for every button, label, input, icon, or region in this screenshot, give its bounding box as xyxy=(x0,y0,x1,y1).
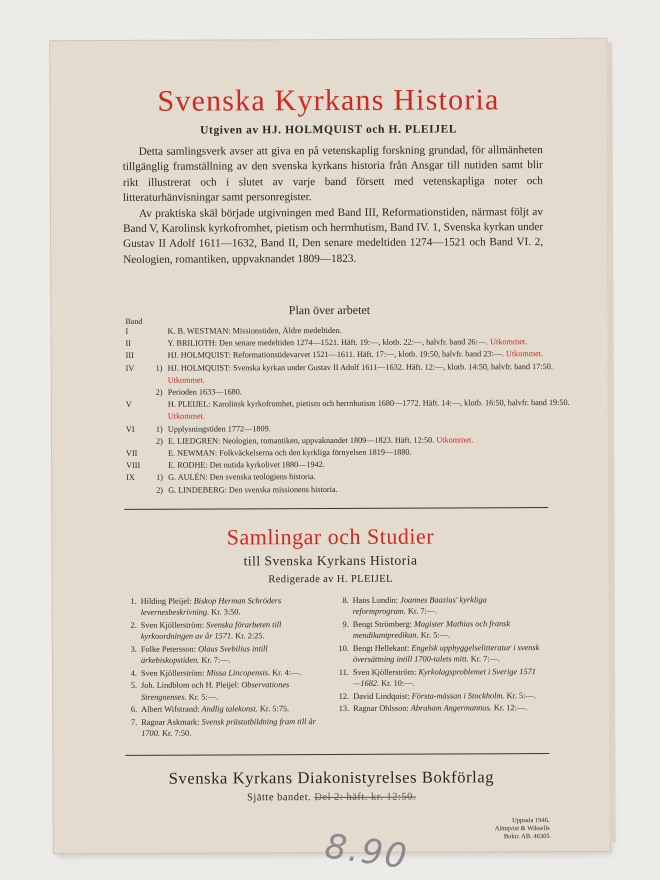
series-item xyxy=(123,643,328,666)
series-price: Kr. 10:—. xyxy=(381,678,415,688)
volume-number: VII xyxy=(126,448,138,458)
series-author: Hilding Pleijel: xyxy=(140,596,192,606)
series-price: Kr. 5:—. xyxy=(506,690,536,700)
volume-number: V xyxy=(125,400,132,410)
volume-part xyxy=(156,460,168,472)
series-author: Hans Lundin: xyxy=(352,595,399,605)
series-item-number: 9. xyxy=(342,619,349,629)
series-item-text xyxy=(353,642,540,665)
volume-text: E. LIEDGREN: Neologien, romantiken, uppvaknandet 1809—1823. Häft. 12:50. xyxy=(167,435,435,446)
series-item-number: 1. xyxy=(130,596,137,606)
series-item-text xyxy=(141,667,328,679)
volume-status: Utkommet. xyxy=(167,411,205,422)
series-item xyxy=(123,667,328,679)
series-item xyxy=(123,716,328,739)
series-item-number: 10. xyxy=(338,643,349,653)
series-item xyxy=(335,702,540,714)
intro-text xyxy=(123,143,544,268)
series-author: Albert Wifstrand: xyxy=(141,704,200,715)
divider xyxy=(125,753,549,756)
volume-part: 2) xyxy=(155,387,163,397)
volume-part: 2) xyxy=(155,436,163,446)
series-price: Kr. 5:75. xyxy=(259,704,290,714)
volume-number: IV xyxy=(125,363,135,373)
cover-edge xyxy=(606,43,615,843)
series-price: Kr. 2:25. xyxy=(235,631,265,641)
printer-imprint xyxy=(495,817,550,841)
intro-paragraph: Detta samlingsverk avser att giva en på vetenskaplig forskning grundad, för allmänheten tillgänglig framställning av den svenska kyrkans historia från Ansgar till nutiden samt blir rikt illustrerat och i slutet av varje band försett med vetenskapliga noter och litteraturhänvisningar samt personregister. xyxy=(122,144,543,205)
volume-number: I xyxy=(125,326,129,336)
series-work-title: Andlig talekonst. xyxy=(201,704,258,714)
series-author: Sven Kjöllerström: xyxy=(352,667,417,677)
book-back-cover xyxy=(50,39,610,878)
series-item xyxy=(335,618,540,641)
series-work-title: Svenska förarbeten till kyrkoordningen av år 1571. xyxy=(140,620,282,641)
volume-text: G. AULÉN: Den svenska teologiens historia. xyxy=(168,472,316,483)
series-item-number: 8. xyxy=(342,595,349,605)
series-item xyxy=(123,619,328,642)
volume-status: Utkommet. xyxy=(436,435,474,445)
volume-entry xyxy=(168,397,586,423)
series-author: Ragnar Ohlsson: xyxy=(353,703,409,714)
book-subtitle: Utgiven av HJ. HOLMQUIST och H. PLEIJEL xyxy=(200,123,458,137)
series-item-text xyxy=(141,643,328,666)
series-work-title: Abraham Angermannus. xyxy=(410,703,492,713)
imprint-line: Almqvist & Wiksells xyxy=(494,825,550,833)
series-price: Kr. 3:50. xyxy=(211,607,241,617)
volume-text: Y. BRILIOTH: Den senare medeltiden 1274—1521. Häft. 19:—, klotb. 22:—, halvfr. band 26:—. xyxy=(167,337,489,348)
series-list-left xyxy=(123,595,329,741)
volume-row xyxy=(126,483,586,497)
series-price: Kr. 7:—. xyxy=(470,654,501,664)
series-list-right xyxy=(335,594,541,716)
series-work-title: Svensk prästutbildning fram till år 1700. xyxy=(141,717,316,739)
volume-text: E. RODHE: Det nutida kyrkolivet 1880—1942. xyxy=(168,460,325,470)
struck-price: Del 2: häft. kr. 12:50. xyxy=(314,791,417,804)
volume-number xyxy=(126,387,156,399)
volume-status: Utkommet. xyxy=(505,349,544,359)
volume-row xyxy=(126,360,586,386)
series-item-number: 11. xyxy=(338,667,350,677)
volume-text: K. B. WESTMAN: Missionstiden, Äldre medeltiden. xyxy=(167,325,342,336)
series-price: Kr. 7:50. xyxy=(161,728,192,738)
volume-list xyxy=(125,324,586,497)
series-price: Kr. 4:—. xyxy=(272,667,302,677)
series-item-number: 4. xyxy=(130,668,138,678)
series-subtitle: till Svenska Kyrkans Historia xyxy=(243,552,418,569)
series-work-title: Missa Lincopensis. xyxy=(206,667,271,678)
series-item-text xyxy=(353,690,540,702)
volume-part: 1) xyxy=(155,424,163,434)
series-title: Samlingar och Studier xyxy=(226,523,435,550)
volume-part: 1) xyxy=(155,363,163,373)
volume-number xyxy=(126,484,156,496)
price-line xyxy=(54,791,610,804)
plan-heading: Plan över arbetet xyxy=(288,302,371,318)
volume-row xyxy=(126,397,586,423)
volume-number: VIII xyxy=(126,461,141,471)
volume-part xyxy=(156,399,168,423)
series-item-text xyxy=(353,594,540,617)
series-item-text xyxy=(353,666,540,689)
divider xyxy=(124,507,548,510)
series-item-text xyxy=(141,703,328,715)
volume-status: Utkommet. xyxy=(167,375,205,385)
series-work-title: Magister Mathias och fransk mendikantpredikan. xyxy=(352,619,511,641)
series-item-number: 7. xyxy=(130,717,138,727)
series-item-number: 6. xyxy=(130,705,138,715)
series-editor: Redigerade av H. PLEIJEL xyxy=(268,573,393,586)
series-work-title: Engelsk uppbyggelselitteratur i svensk översättning intill 1700-talets mitt. xyxy=(352,642,540,664)
series-work-title: Joannes Baazius' kyrkliga reformprogram. xyxy=(352,595,487,617)
volume-number: IX xyxy=(126,473,135,483)
series-author: David Lindquist: xyxy=(353,691,410,701)
series-work-title: Biskop Herman Schröders levernesbeskrivning. xyxy=(140,596,282,618)
volume-part xyxy=(156,350,168,362)
series-price: Kr. 12:—. xyxy=(493,703,528,713)
series-item-text xyxy=(353,702,540,714)
publisher-name: Svenska Kyrkans Diakonistyrelses Bokförlag xyxy=(168,767,495,788)
series-price: Kr. 5:—. xyxy=(188,692,219,702)
volume-part: 2) xyxy=(156,485,164,495)
series-item-number: 2. xyxy=(130,620,137,630)
volume-part xyxy=(156,448,168,460)
series-price: Kr. 7:—. xyxy=(407,606,438,616)
volume-part: 1) xyxy=(156,473,163,483)
series-item xyxy=(123,679,328,702)
volume-number xyxy=(126,436,156,448)
book-title: Svenska Kyrkans Historia xyxy=(157,83,500,118)
series-item xyxy=(123,595,328,618)
series-price: Kr. 7:—. xyxy=(201,655,231,665)
series-item-number: 3. xyxy=(130,644,137,654)
volume-number: II xyxy=(125,339,132,349)
volume-number: VI xyxy=(125,424,135,434)
series-item-text xyxy=(141,595,328,618)
series-price: Kr. 5:—. xyxy=(420,630,451,640)
series-item xyxy=(335,690,540,702)
series-author: Folke Petersson: xyxy=(140,644,196,654)
series-work-title: Kyrkolagsproblemet i Sverige 1571—1682. xyxy=(353,666,536,688)
series-item-number: 13. xyxy=(338,704,350,714)
volume-text: E. NEWMAN: Folkväckelserna och den kyrkliga förnyelsen 1819—1880. xyxy=(168,447,412,458)
series-work-title: Första-mässan i Stockholm. xyxy=(411,690,505,701)
series-author: Sven Kjöllerström: xyxy=(140,668,205,678)
series-author: Joh. Lindblom och H. Pleijel: xyxy=(141,680,240,691)
series-item-text xyxy=(141,619,328,642)
series-author: Bengt Strömberg: xyxy=(352,619,412,629)
volume-text: Upplysningstiden 1772—1809. xyxy=(167,423,271,434)
volume-text: H. PLEIJEL: Karolinsk kyrkofromhet, pietism och herrnhutism 1680—1772. Häft. 14:—, klotb. 16:50, halvfr. band 19:50. xyxy=(167,398,570,409)
volume-number: III xyxy=(125,351,134,361)
imprint-line: Boktr. AB. 46305 xyxy=(503,833,550,841)
series-work-title: Olaus Svebilius intill ärkebiskopstiden. xyxy=(140,644,268,665)
intro-paragraph: Av praktiska skäl började utgivningen med Band III, Reformationstiden, närmast följt av Band V, Karolinsk kyrkofromhet, pietism och herrnhutism, Band IV. 1, Svenska kyrkan under Gustav II Adolf 1611—1632, Band II, Den senare medeltiden 1274—1521 och Band VI. 2, Neologien, romantiken, uppvaknandet 1809—1823. xyxy=(123,205,544,266)
series-item-text xyxy=(353,618,540,641)
volume-text: G. LINDEBERG: Den svenska missionens historia. xyxy=(168,484,338,495)
volume-status: Utkommet. xyxy=(490,337,528,347)
series-item-text xyxy=(141,716,328,739)
volume-part xyxy=(156,338,168,350)
series-author: Bengt Hellekant: xyxy=(352,643,410,653)
series-item xyxy=(335,642,540,665)
series-work-title: Observationes Strengnenses. xyxy=(141,680,290,702)
volume-text: HJ. HOLMQUIST: Reformationstidevarvet 1521—1611. Häft. 17:—, klotb. 19:50, halvfr. band 23:—. xyxy=(167,349,504,361)
series-author: Sven Kjöllerström: xyxy=(140,620,205,630)
handwritten-price: 8.90 xyxy=(322,826,411,878)
series-item-text xyxy=(141,679,328,702)
series-item xyxy=(335,594,540,617)
imprint-line: Uppsala 1946. xyxy=(512,817,550,825)
volume-text: Perioden 1633—1680. xyxy=(167,387,242,397)
series-item xyxy=(335,666,540,689)
volume-label: Sjätte bandet. xyxy=(247,792,312,804)
volume-text: HJ. HOLMQUIST: Svenska kyrkan under Gustav II Adolf 1611—1632. Häft. 12:—, klotb. 14:50, halvfr. band 17:50. xyxy=(167,361,553,373)
series-item-number: 12. xyxy=(338,691,350,701)
series-item xyxy=(123,703,328,715)
volume-entry xyxy=(168,483,586,497)
volume-part xyxy=(155,326,167,338)
series-author: Ragnar Askmark: xyxy=(141,717,200,727)
series-item-number: 5. xyxy=(130,681,138,691)
band-column-label: Band xyxy=(125,316,143,326)
volume-entry xyxy=(168,360,586,386)
